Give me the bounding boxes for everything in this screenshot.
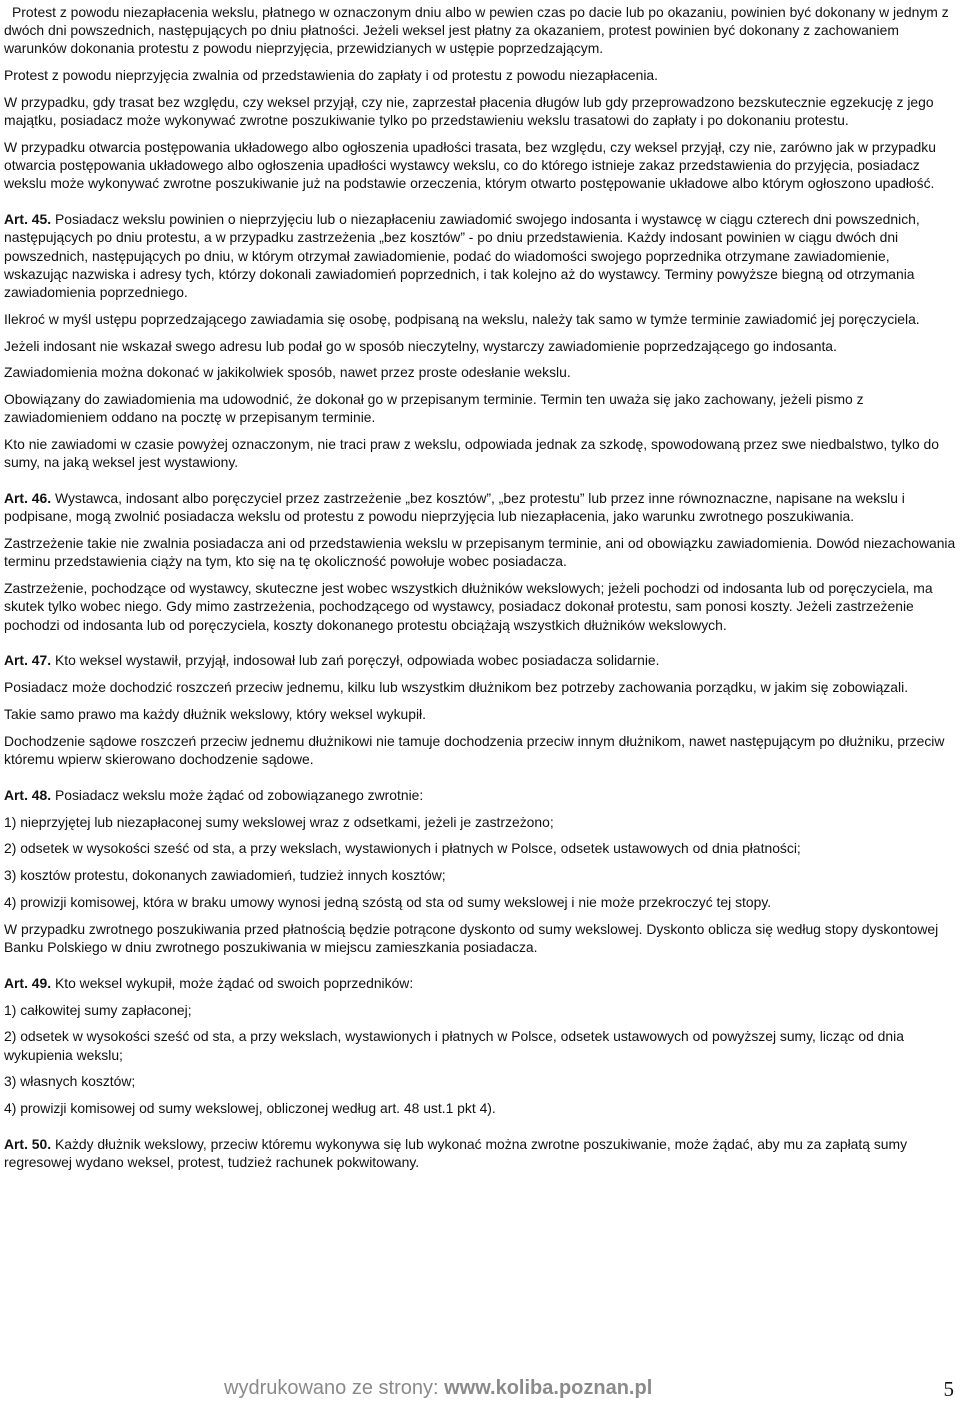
paragraph-text: W przypadku zwrotnego poszukiwania przed płatnością będzie potrącone dyskonto od sumy wekslowej. Dyskonto oblicza się według stopy dyskontowej Banku Polskiego w dniu zwrotnego poszukiwania w miejscu zamieszkania posiadacza. bbox=[4, 920, 939, 955]
paragraph bbox=[4, 66, 956, 84]
list-item-text: 4) prowizji komisowej, która w braku umowy wynosi jedną szóstą od sta od sumy wekslowej i nie może przekroczyć tej stopy. bbox=[4, 893, 772, 910]
paragraph bbox=[4, 390, 956, 426]
paragraph-text: Zastrzeżenie, pochodzące od wystawcy, skuteczne jest wobec wszystkich dłużników wekslowych; jeżeli pochodzi od indosanta lub od poręczyciela, ma skutek tylko wobec niego. Gdy mimo zastrzeżenia, pochodzącego od wystawcy, posiadacz dokonał protestu, sam ponosi koszty. Jeżeli zastrzeżenie pochodzi od indosanta lub od poręczyciela, koszty dokonanego protestu obciążają wszystkich dłużników wekslowych. bbox=[4, 580, 933, 633]
list-item-text: 3) własnych kosztów; bbox=[4, 1073, 136, 1090]
paragraph-text: Ilekroć w myśl ustępu poprzedzającego zawiadamia się osobę, podpisaną na wekslu, należy tak samo w tymże terminie zawiadomić jej poręczyciela. bbox=[4, 310, 920, 327]
paragraph bbox=[4, 93, 956, 129]
list-item bbox=[4, 1072, 956, 1090]
article-47 bbox=[4, 651, 956, 669]
paragraph-text: Posiadacz wekslu może żądać od zobowiązanego zwrotnie: bbox=[51, 786, 424, 803]
paragraph-text: Wystawca, indosant albo poręczyciel przez zastrzeżenie „bez kosztów”, „bez protestu” lub przez inne równoznaczne, napisane na wekslu i podpisane, mogą zwolnić posiadacza wekslu od protestu z powodu nieprzyjęcia lub niezapłacenia, jako warunku zwrotnego poszukiwania. bbox=[4, 490, 905, 525]
paragraph-text: Zastrzeżenie takie nie zwalnia posiadacza ani od przedstawienia wekslu w przepisanym terminie, ani od obowiązku zawiadomienia. Dowód niezachowania terminu przedstawienia ciąży na tym, kto się na tę okoliczność powołuje wobec posiadacza. bbox=[4, 535, 956, 570]
list-item bbox=[4, 1027, 956, 1063]
article-number: Art. 46. bbox=[4, 490, 52, 507]
paragraph bbox=[4, 138, 956, 193]
paragraph bbox=[4, 435, 956, 471]
list-item bbox=[4, 839, 956, 857]
paragraph-text: Zawiadomienia można dokonać w jakikolwiek sposób, nawet przez proste odesłanie wekslu. bbox=[4, 364, 571, 381]
article-50 bbox=[4, 1135, 956, 1171]
document-page bbox=[4, 3, 956, 1180]
paragraph-text: Kto weksel wystawił, przyjął, indosował lub zań poręczył, odpowiada wobec posiadacza solidarnie. bbox=[51, 652, 660, 669]
paragraph-protest-niezaplacenia bbox=[4, 3, 956, 58]
paragraph-text: Takie samo prawo ma każdy dłużnik wekslowy, który weksel wykupił. bbox=[4, 706, 427, 722]
paragraph bbox=[4, 579, 956, 634]
paragraph-text: Protest z powodu niezapłacenia wekslu, płatnego w oznaczonym dniu albo w pewien czas po dacie lub po okazaniu, powinien być dokonany w jednym z dwóch dni powszednich, następujących po dniu płatności. Jeżeli weksel jest płatny za okazaniem, protest powinien być dokonany z zachowaniem warunków dokonania protestu z powodu nieprzyjęcia, przewidzianych w ustępie poprzedzającym. bbox=[4, 4, 949, 57]
article-45 bbox=[4, 210, 956, 301]
article-number: Art. 45. bbox=[4, 211, 52, 228]
paragraph-text: Posiadacz może dochodzić roszczeń przeciw jednemu, kilku lub wszystkim dłużnikom bez potrzeby zachowania porządku, w jakim się zobowiązali. bbox=[4, 679, 909, 696]
page-footer bbox=[0, 1377, 956, 1403]
list-item bbox=[4, 893, 956, 911]
footer-site-link[interactable]: www.koliba.poznan.pl bbox=[444, 1377, 653, 1399]
paragraph bbox=[4, 337, 956, 355]
paragraph-text: Kto weksel wykupił, może żądać od swoich poprzedników: bbox=[51, 974, 414, 991]
paragraph bbox=[4, 363, 956, 381]
paragraph-text: Jeżeli indosant nie wskazał swego adresu lub podał go w sposób nieczytelny, wystarczy zawiadomienie poprzedzającego go indosanta. bbox=[4, 337, 837, 354]
paragraph bbox=[4, 534, 956, 570]
paragraph-text: Protest z powodu nieprzyjęcia zwalnia od przedstawienia do zapłaty i od protestu z powodu niezapłacenia. bbox=[4, 67, 659, 84]
paragraph bbox=[4, 310, 956, 328]
article-number: Art. 50. bbox=[4, 1135, 52, 1152]
paragraph bbox=[4, 705, 956, 723]
list-item-text: 3) kosztów protestu, dokonanych zawiadomień, tudzież innych kosztów; bbox=[4, 867, 446, 884]
paragraph-text: Obowiązany do zawiadomienia ma udowodnić, że dokonał go w przepisanym terminie. Termin ten uważa się jako zachowany, jeżeli pismo z zawiadomieniem oddano na pocztę w przepisanym terminie. bbox=[4, 391, 864, 426]
paragraph-text: Każdy dłużnik wekslowy, przeciw któremu wykonywa się lub wykonać można zwrotne poszukiwanie, może żądać, aby mu za zapłatą sumy regresowej wydano weksel, protest, tudzież rachunek pokwitowany. bbox=[4, 1135, 908, 1171]
list-item bbox=[4, 866, 956, 884]
article-46 bbox=[4, 489, 956, 525]
footer-printed-from bbox=[224, 1377, 652, 1400]
paragraph-text: Kto nie zawiadomi w czasie powyżej oznaczonym, nie traci praw z wekslu, odpowiada jednak za szkodę, spowodowaną przez swe niedbalstwo, tylko do sumy, na jaką weksel jest wystawiony. bbox=[4, 436, 940, 471]
paragraph bbox=[4, 678, 956, 696]
article-number: Art. 47. bbox=[4, 652, 52, 669]
paragraph bbox=[4, 920, 956, 956]
footer-prefix: wydrukowano ze strony: bbox=[224, 1377, 445, 1399]
article-48 bbox=[4, 786, 956, 804]
page-number: 5 bbox=[943, 1377, 954, 1401]
list-item-text: 4) prowizji komisowej od sumy wekslowej, obliczonej według art. 48 ust.1 pkt 4). bbox=[4, 1100, 496, 1117]
list-item bbox=[4, 1099, 956, 1117]
list-item-text: 2) odsetek w wysokości sześć od sta, a przy wekslach, wystawionych i płatnych w Polsce, odsetek ustawowych od dnia płatności; bbox=[4, 840, 801, 857]
paragraph bbox=[4, 732, 956, 768]
list-item bbox=[4, 813, 956, 831]
article-number: Art. 49. bbox=[4, 974, 52, 991]
list-item-text: 1) nieprzyjętej lub niezapłaconej sumy wekslowej wraz z odsetkami, jeżeli je zastrzeżono; bbox=[4, 813, 554, 830]
list-item-text: 2) odsetek w wysokości sześć od sta, a przy wekslach, wystawionych i płatnych w Polsce, odsetek ustawowych od powyższej sumy, licząc od dnia wykupienia wekslu; bbox=[4, 1028, 904, 1063]
paragraph-text: Posiadacz wekslu powinien o nieprzyjęciu lub o niezapłaceniu zawiadomić swojego indosanta i wystawcę w ciągu czterech dni powszednich, następujących po dniu protestu, a w przypadku zastrzeżenia „bez kosztów” - po dniu przedstawienia. Każdy indosant powinien w ciągu dwóch dni powszednich, następujących po dniu, w którym otrzymał zawiadomienie, podać do wiadomości swojego poprzednika otrzymane zawiadomienie, wskazując nazwiska i adresy tych, którzy dokonali zawiadomień poprzednich, i tak kolejno aż do wystawcy. Terminy powyższe biegną od otrzymania zawiadomienia poprzedniego. bbox=[4, 211, 920, 301]
list-item bbox=[4, 1001, 956, 1019]
article-number: Art. 48. bbox=[4, 786, 52, 803]
list-item-text: 1) całkowitej sumy zapłaconej; bbox=[4, 1001, 192, 1018]
article-49 bbox=[4, 974, 956, 992]
paragraph-text: W przypadku, gdy trasat bez względu, czy weksel przyjął, czy nie, zaprzestał płacenia długów lub gdy przeprowadzono bezskutecznie egzekucję z jego majątku, posiadacz może wykonywać zwrotne poszukiwanie tylko po przedstawieniu wekslu trasatowi do zapłaty i po dokonaniu protestu. bbox=[4, 94, 934, 129]
paragraph-text: Dochodzenie sądowe roszczeń przeciw jednemu dłużnikowi nie tamuje dochodzenia przeciw innym dłużnikom, nawet następującym po dłużniku, przeciw któremu wpierw skierowano dochodzenie sądowe. bbox=[4, 732, 945, 767]
paragraph-text: W przypadku otwarcia postępowania układowego albo ogłoszenia upadłości trasata, bez względu, czy weksel przyjął, czy nie, zarówno jak w przypadku otwarcia postępowania układowego albo ogłoszenia upadłości wystawcy wekslu, co do którego istnieje zakaz przedstawienia do przyjęcia, posiadacz wekslu może wykonywać zwrotne poszukiwanie już na podstawie orzeczenia, którym otwarto postępowanie układowe albo którym ogłoszono upadłość. bbox=[4, 139, 936, 192]
